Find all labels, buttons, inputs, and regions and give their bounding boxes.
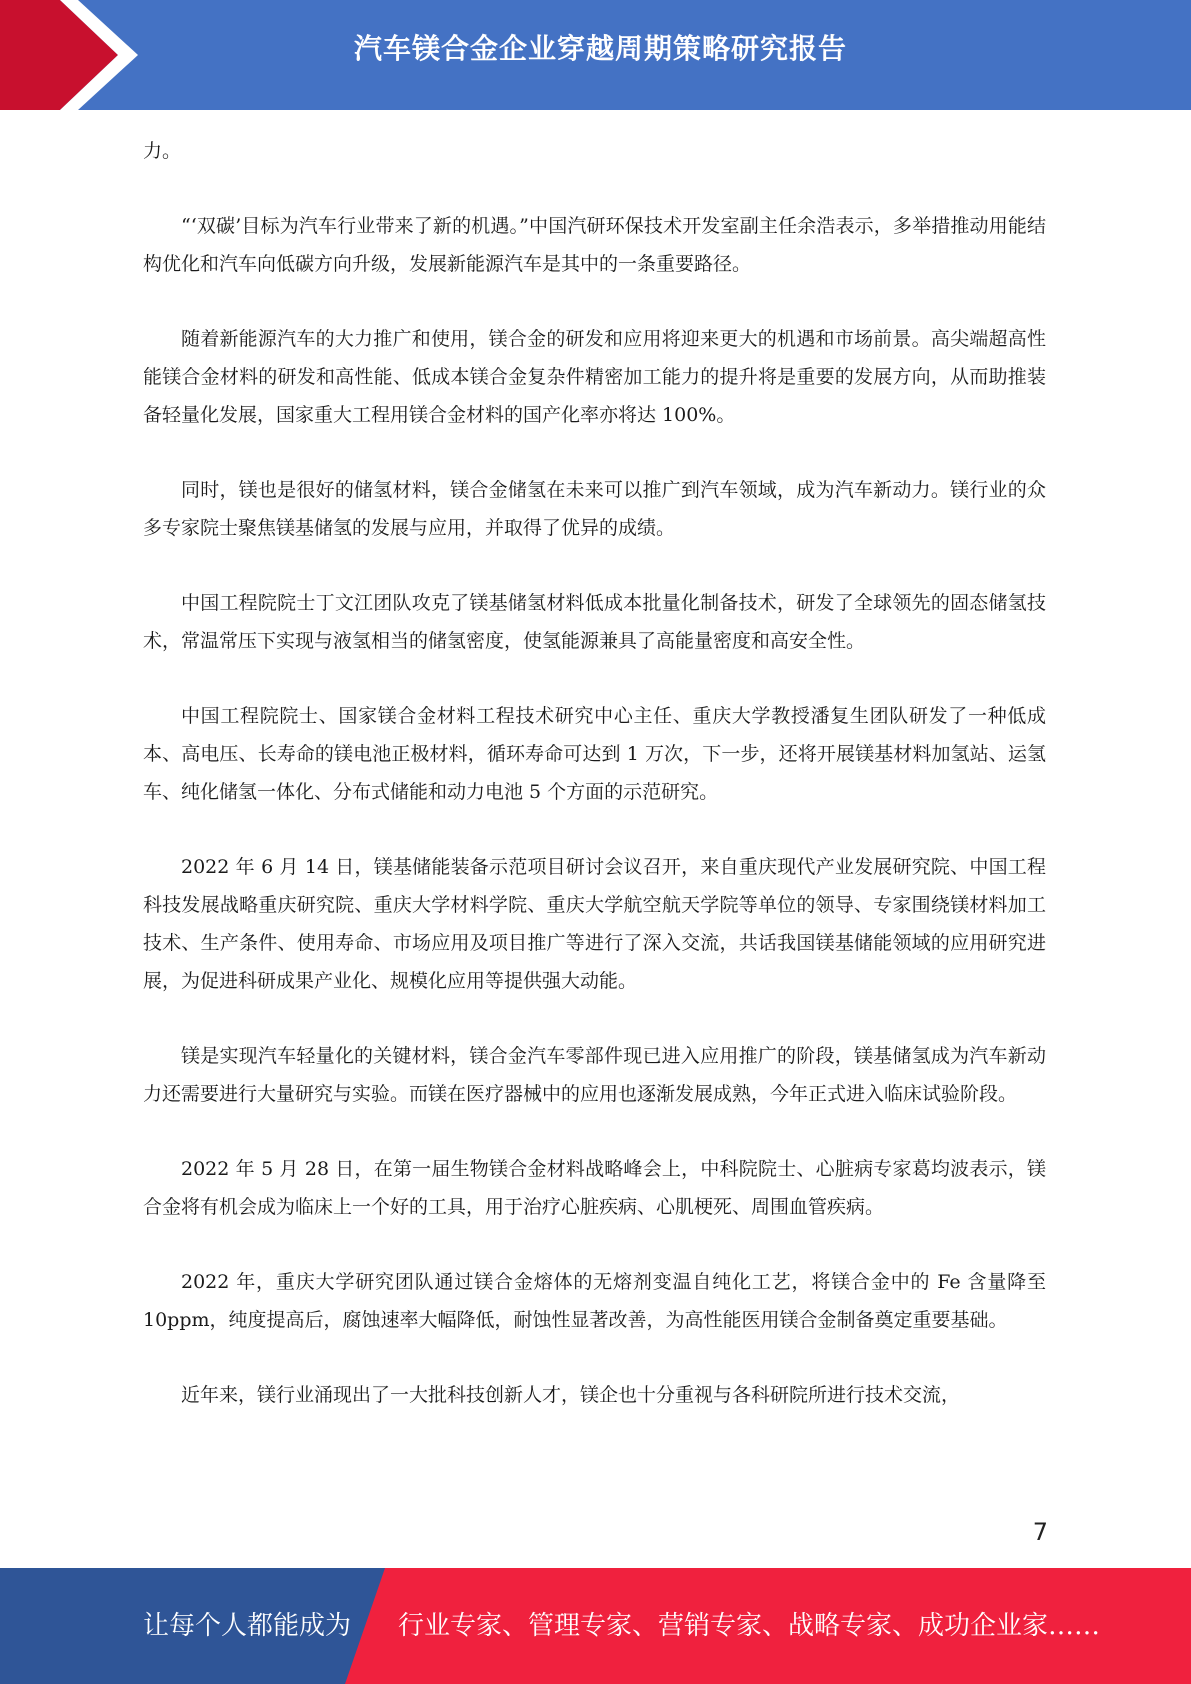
paragraph: 力。: [143, 140, 182, 162]
paragraph: 同时，镁也是很好的储氢材料，镁合金储氢在未来可以推广到汽车领域，成为汽车新动力。镁行业的众多专家院士聚焦镁基储氢的发展与应用，并取得了优异的成绩。: [143, 479, 1046, 539]
page-header: [0, 0, 1191, 110]
paragraph: 2022 年 5 月 28 日，在第一届生物镁合金材料战略峰会上，中科院院士、心脏病专家葛均波表示，镁合金将有机会成为临床上一个好的工具，用于治疗心脏疾病、心肌梗死、周围血管疾病。: [143, 1158, 1046, 1218]
paragraph: 中国工程院院士、国家镁合金材料工程技术研究中心主任、重庆大学教授潘复生团队研发了一种低成本、高电压、长寿命的镁电池正极材料，循环寿命可达到 1 万次，下一步，还将开展镁基材料加氢站、运氢车、纯化储氢一体化、分布式储能和动力电池 5 个方面的示范研究。: [143, 705, 1046, 803]
header-red-chevron: [0, 0, 118, 110]
document-title: 汽车镁合金企业穿越周期策略研究报告: [353, 32, 847, 65]
paragraph: 随着新能源汽车的大力推广和使用，镁合金的研发和应用将迎来更大的机遇和市场前景。高尖端超高性能镁合金材料的研发和高性能、低成本镁合金复杂件精密加工能力的提升将是重要的发展方向，从而助推装备轻量化发展，国家重大工程用镁合金材料的国产化率亦将达 100%。: [143, 328, 1046, 426]
paragraph: 2022 年 6 月 14 日，镁基储能装备示范项目研讨会议召开，来自重庆现代产业发展研究院、中国工程科技发展战略重庆研究院、重庆大学材料学院、重庆大学航空航天学院等单位的领导、专家围绕镁材料加工技术、生产条件、使用寿命、市场应用及项目推广等进行了深入交流，共话我国镁基储能领域的应用研究进展，为促进科研成果产业化、规模化应用等提供强大动能。: [143, 856, 1046, 992]
paragraph: 2022 年，重庆大学研究团队通过镁合金熔体的无熔剂变温自纯化工艺，将镁合金中的 Fe 含量降至 10ppm，纯度提高后，腐蚀速率大幅降低，耐蚀性显著改善，为高性能医用镁合金制备奠定重要基础。: [143, 1271, 1046, 1331]
header-chevron-decoration: [0, 0, 170, 110]
page-number: 7: [1032, 1518, 1048, 1546]
paragraph: 镁是实现汽车轻量化的关键材料，镁合金汽车零部件现已进入应用推广的阶段，镁基储氢成为汽车新动力还需要进行大量研究与实验。而镁在医疗器械中的应用也逐渐发展成熟，今年正式进入临床试验阶段。: [143, 1045, 1046, 1105]
article-body: [143, 132, 1046, 1451]
paragraph: 近年来，镁行业涌现出了一大批科技创新人才，镁企也十分重视与各科研院所进行技术交流，: [181, 1384, 961, 1406]
footer-slogan-left: 让每个人都能成为: [143, 1611, 352, 1641]
footer-slogan-right: 行业专家、管理专家、营销专家、战略专家、成功企业家……: [398, 1611, 1101, 1641]
page-footer: [0, 1568, 1191, 1684]
paragraph: 中国工程院院士丁文江团队攻克了镁基储氢材料低成本批量化制备技术，研发了全球领先的固态储氢技术，常温常压下实现与液氢相当的储氢密度，使氢能源兼具了高能量密度和高安全性。: [143, 592, 1046, 652]
paragraph: “‘双碳’目标为汽车行业带来了新的机遇。”中国汽研环保技术开发室副主任余浩表示，多举措推动用能结构优化和汽车向低碳方向升级，发展新能源汽车是其中的一条重要路径。: [143, 215, 1046, 275]
